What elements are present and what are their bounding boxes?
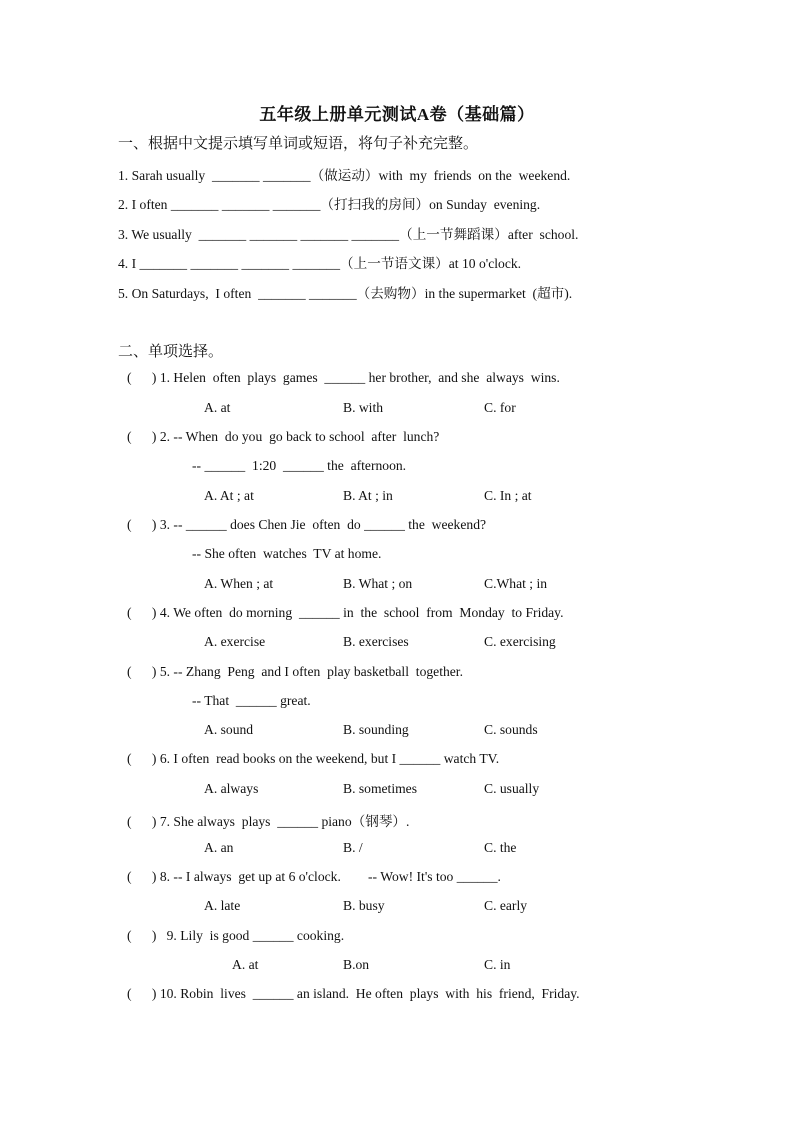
option-c: C. in	[484, 957, 511, 972]
option-b: B. with	[343, 400, 384, 415]
option-a: A. always	[204, 781, 259, 796]
section1-heading: 一、根据中文提示填写单词或短语，将句子补充完整。	[118, 136, 479, 152]
question-line2: -- That ______ great.	[192, 693, 311, 708]
question-stem: ( ) 5. -- Zhang Peng and I often play basketball together.	[127, 664, 463, 679]
section2-heading: 二、单项选择。	[118, 344, 224, 360]
option-a: A. late	[204, 898, 241, 913]
option-c: C. for	[484, 400, 516, 415]
question-stem: ( ) 6. I often read books on the weekend, but I ______ watch TV.	[127, 751, 500, 766]
question-stem: ( ) 9. Lily is good ______ cooking.	[127, 928, 345, 943]
option-a: A. an	[204, 840, 234, 855]
question-stem: ( ) 3. -- ______ does Chen Jie often do ______ the weekend?	[127, 517, 487, 532]
option-a: A. sound	[204, 722, 254, 737]
option-b: B. /	[343, 840, 363, 855]
question-stem: ( ) 10. Robin lives ______ an island. He often plays with his friend, Friday.	[127, 986, 580, 1001]
question-stem: ( ) 7. She always plays ______ piano（钢琴）.	[127, 814, 410, 829]
fill-in-item: 3. We usually _______ _______ _______ _______（上一节舞蹈课）after school.	[118, 227, 579, 242]
option-b: B. sometimes	[343, 781, 418, 796]
option-a: A. When ; at	[204, 576, 274, 591]
option-a: A. at	[204, 400, 231, 415]
option-c: C.What ; in	[484, 576, 548, 591]
fill-in-item: 4. I _______ _______ _______ _______（上一节语文课）at 10 o'clock.	[118, 256, 522, 271]
option-c: C. usually	[484, 781, 540, 796]
question-stem: ( ) 1. Helen often plays games ______ her brother, and she always wins.	[127, 370, 560, 385]
option-b: B. exercises	[343, 634, 409, 649]
question-stem: ( ) 4. We often do morning ______ in the school from Monday to Friday.	[127, 605, 564, 620]
option-c: C. early	[484, 898, 528, 913]
fill-in-item: 2. I often _______ _______ _______（打扫我的房间）on Sunday evening.	[118, 197, 541, 212]
fill-in-item: 1. Sarah usually _______ _______（做运动）with my friends on the weekend.	[118, 168, 571, 183]
option-c: C. In ; at	[484, 488, 532, 503]
question-line2: -- She often watches TV at home.	[192, 546, 382, 561]
fill-in-item: 5. On Saturdays, I often _______ _______（去购物）in the supermarket (超市).	[118, 286, 573, 301]
option-b: B.on	[343, 957, 370, 972]
option-c: C. exercising	[484, 634, 556, 649]
option-b: B. sounding	[343, 722, 409, 737]
page-title: 五年级上册单元测试A卷（基础篇）	[259, 105, 535, 124]
option-c: C. sounds	[484, 722, 538, 737]
option-a: A. exercise	[204, 634, 266, 649]
question-stem: ( ) 2. -- When do you go back to school after lunch?	[127, 429, 440, 444]
option-c: C. the	[484, 840, 517, 855]
option-a: A. at	[232, 957, 259, 972]
question-line2: -- ______ 1:20 ______ the afternoon.	[192, 458, 407, 473]
option-b: B. busy	[343, 898, 385, 913]
question-stem: ( ) 8. -- I always get up at 6 o'clock. -- Wow! It's too ______.	[127, 869, 501, 884]
option-b: B. At ; in	[343, 488, 393, 503]
option-b: B. What ; on	[343, 576, 413, 591]
option-a: A. At ; at	[204, 488, 254, 503]
